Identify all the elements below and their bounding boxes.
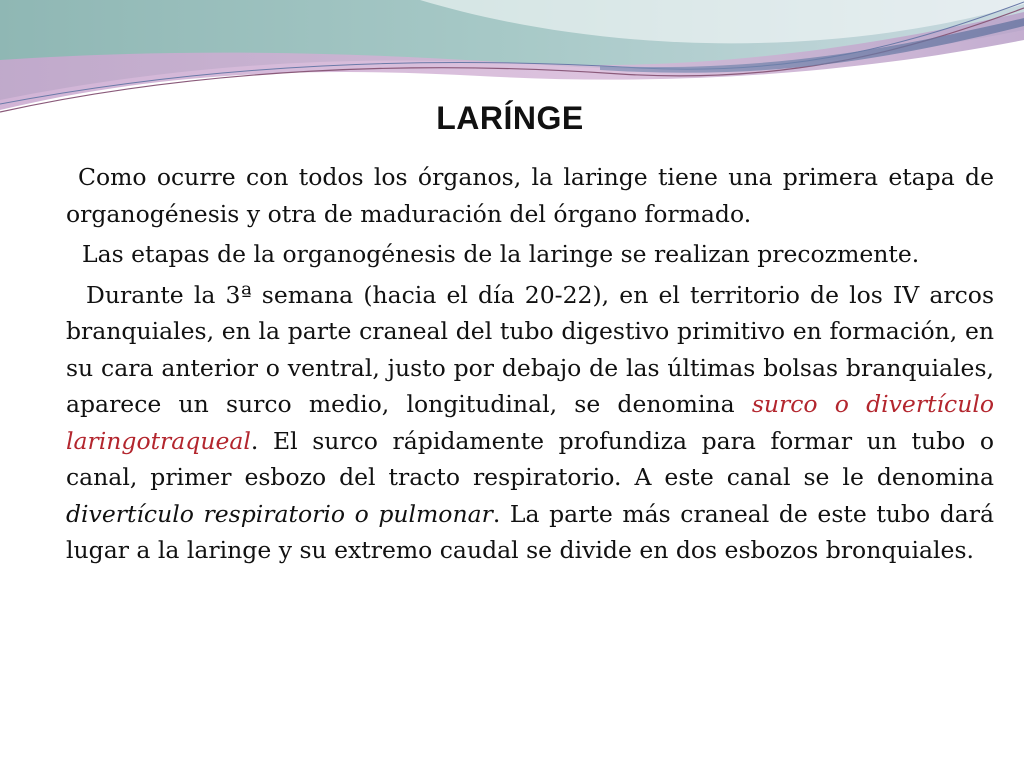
italic-term-respiratorio: divertículo respiratorio o pulmonar xyxy=(66,499,493,528)
paragraph-2: Las etapas de la organogénesis de la laringe se realizan precozmente. xyxy=(82,240,920,268)
paragraph-1: Como ocurre con todos los órganos, la laringe tiene una primera etapa de organogénesis y otra de maduración del órgano formado. xyxy=(66,163,994,228)
paragraph-3-part-2: . El surco rápidamente profundiza para formar un tubo o canal, primer esbozo del tracto respiratorio. A este canal se le denomina xyxy=(66,426,994,491)
slide-title-text: LARÍNGE xyxy=(436,100,584,136)
paragraph-3-part-1: Durante la 3ª semana (hacia el día 20-22), en el territorio de los IV arcos branquiales, en la parte craneal del tubo digestivo primitivo en formación, en su cara anterior o ventral, justo por debajo de las últimas bolsas branquiales, aparece un surco medio, longitudinal, se denomina xyxy=(66,280,994,418)
slide-title xyxy=(0,100,1024,137)
highlighted-term-laringotraqueal: surco o divertículo laringotraqueal xyxy=(66,390,994,455)
paragraph-3 xyxy=(66,277,994,569)
paragraph-3-part-3: . La parte más craneal de este tubo dará lugar a la laringe y su extremo caudal se divide en dos esbozos bronquiales. xyxy=(66,499,995,564)
slide-body xyxy=(66,159,994,573)
